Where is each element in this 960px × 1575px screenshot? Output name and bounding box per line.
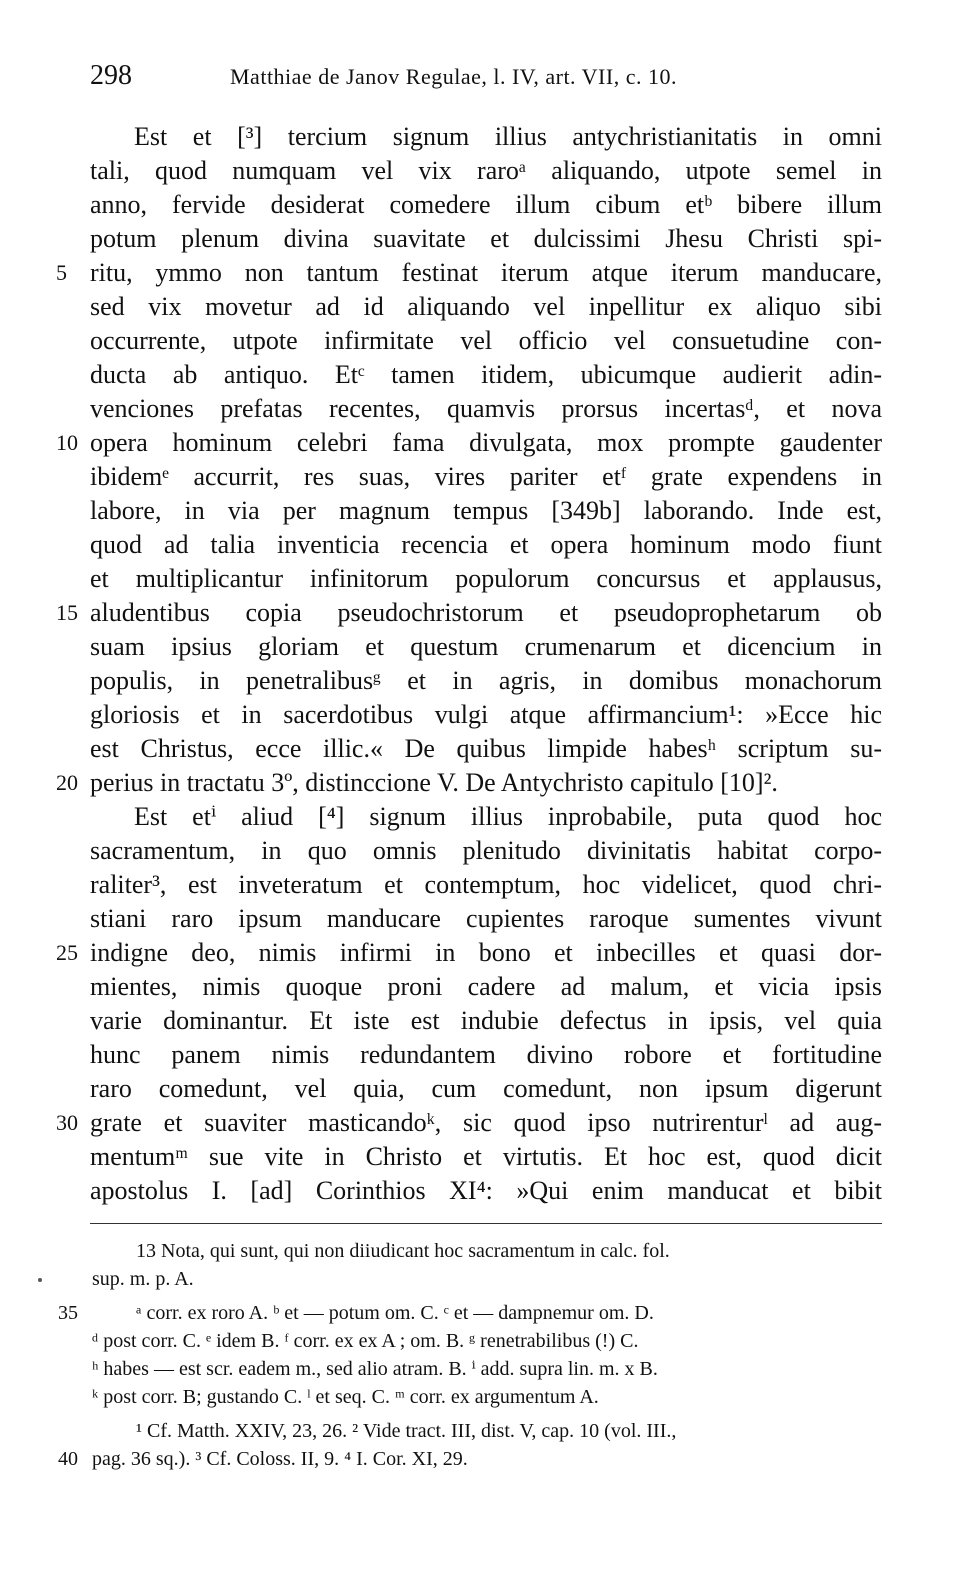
footnote-line: sup. m. p. A. bbox=[92, 1268, 194, 1290]
text-line: sed vix movetur ad id aliquando vel inpellitur ex aliquo sibi bbox=[90, 292, 882, 321]
text-line: perius in tractatu 3º, distinccione V. De Antychristo capitulo [10]². bbox=[90, 768, 778, 797]
running-head: Matthiae de Janov Regulae, l. IV, art. VII, c. 10. bbox=[230, 64, 677, 89]
text-line: quod ad talia inventicia recencia et opera hominum modo fiunt bbox=[90, 530, 882, 559]
line-number: 25 bbox=[56, 940, 78, 965]
text-line: opera hominum celebri fama divulgata, mox prompte gaudenter bbox=[90, 428, 882, 457]
text-line: stiani raro ipsum manducare cupientes raroque sumentes vivunt bbox=[90, 904, 882, 933]
line-number: 30 bbox=[56, 1110, 78, 1135]
text-line: gloriosis et in sacerdotibus vulgi atque affirmancium¹: »Ecce hic bbox=[90, 700, 882, 729]
text-line: Est et [³] tercium signum illius antychristianitatis in omni bbox=[134, 122, 882, 151]
footnote-line: ¹ Cf. Matth. XXIV, 23, 26. ² Vide tract. III, dist. V, cap. 10 (vol. III., bbox=[136, 1420, 677, 1442]
text-line: grate et suaviter masticandoᵏ, sic quod ipso nutrirenturˡ ad aug- bbox=[90, 1108, 882, 1137]
text-line: est Christus, ecce illic.« De quibus limpide habesʰ scriptum su- bbox=[90, 734, 882, 763]
footnote-line: ᵃ corr. ex roro A. ᵇ et — potum om. C. ᶜ et — dampnemur om. D. bbox=[136, 1302, 654, 1324]
text-line: occurrente, utpote infirmitate vel officio vel consuetudine con- bbox=[90, 326, 882, 355]
text-line: ritu, ymmo non tantum festinat iterum atque iterum manducare, bbox=[90, 258, 882, 287]
text-line: varie dominantur. Et iste est indubie defectus in ipsis, vel quia bbox=[90, 1006, 882, 1035]
text-line: hunc panem nimis redundantem divino robore et fortitudine bbox=[90, 1040, 882, 1069]
text-line: tali, quod numquam vel vix raroᵃ aliquando, utpote semel in bbox=[90, 156, 882, 185]
text-line: anno, fervide desiderat comedere illum cibum etᵇ bibere illum bbox=[90, 190, 882, 219]
text-line: apostolus I. [ad] Corinthios XI⁴: »Qui enim manducat et bibit bbox=[90, 1176, 882, 1205]
text-line: ibidemᵉ accurrit, res suas, vires pariter etᶠ grate expendens in bbox=[90, 462, 882, 491]
text-line: potum plenum divina suavitate et dulcissimi Jhesu Christi spi- bbox=[90, 224, 882, 253]
text-line: aludentibus copia pseudochristorum et pseudoprophetarum ob bbox=[90, 598, 882, 627]
text-line: mientes, nimis quoque proni cadere ad malum, et vicia ipsis bbox=[90, 972, 882, 1001]
footnote-divider bbox=[90, 1223, 882, 1224]
text-line: raro comedunt, vel quia, cum comedunt, non ipsum digerunt bbox=[90, 1074, 882, 1103]
text-line: raliter³, est inveteratum et contemptum, hoc videlicet, quod chri- bbox=[90, 870, 882, 899]
text-line: sacramentum, in quo omnis plenitudo divinitatis habitat corpo- bbox=[90, 836, 882, 865]
text-line: indigne deo, nimis infirmi in bono et inbecilles et quasi dor- bbox=[90, 938, 882, 967]
footnote-line: 13 Nota, qui sunt, qui non diiudicant hoc sacramentum in calc. fol. bbox=[136, 1240, 670, 1262]
text-line: labore, in via per magnum tempus [349b] laborando. Inde est, bbox=[90, 496, 882, 525]
line-number: 10 bbox=[56, 430, 78, 455]
text-line: mentumᵐ sue vite in Christo et virtutis. Et hoc est, quod dicit bbox=[90, 1142, 882, 1171]
text-line: venciones prefatas recentes, quamvis prorsus incertasᵈ, et nova bbox=[90, 394, 882, 423]
footnote-line: pag. 36 sq.). ³ Cf. Coloss. II, 9. ⁴ I. Cor. XI, 29. bbox=[92, 1448, 468, 1470]
footnote-line: ʰ habes — est scr. eadem m., sed alio atram. B. ⁱ add. supra lin. m. x B. bbox=[92, 1358, 658, 1380]
text-line: ducta ab antiquo. Etᶜ tamen itidem, ubicumque audierit adin- bbox=[90, 360, 882, 389]
footnote-line: ᵏ post corr. B; gustando C. ˡ et seq. C. ᵐ corr. ex argumentum A. bbox=[92, 1386, 599, 1408]
text-line: suam ipsius gloriam et questum crumenarum et dicencium in bbox=[90, 632, 882, 661]
line-number: 40 bbox=[58, 1448, 78, 1470]
line-number: 15 bbox=[56, 600, 78, 625]
text-line: populis, in penetralibusᵍ et in agris, in domibus monachorum bbox=[90, 666, 882, 695]
text-line: Est etⁱ aliud [⁴] signum illius inprobabile, puta quod hoc bbox=[134, 802, 882, 831]
text-line: et multiplicantur infinitorum populorum concursus et applausus, bbox=[90, 564, 882, 593]
page-number: 298 bbox=[90, 60, 132, 91]
line-number: 35 bbox=[58, 1302, 78, 1324]
margin-dot bbox=[38, 1278, 42, 1282]
page-header bbox=[90, 60, 890, 100]
line-number: 20 bbox=[56, 770, 78, 795]
line-number: 5 bbox=[56, 260, 67, 285]
footnote-line: ᵈ post corr. C. ᵉ idem B. ᶠ corr. ex ex A ; om. B. ᵍ renetrabilibus (!) C. bbox=[92, 1330, 639, 1352]
